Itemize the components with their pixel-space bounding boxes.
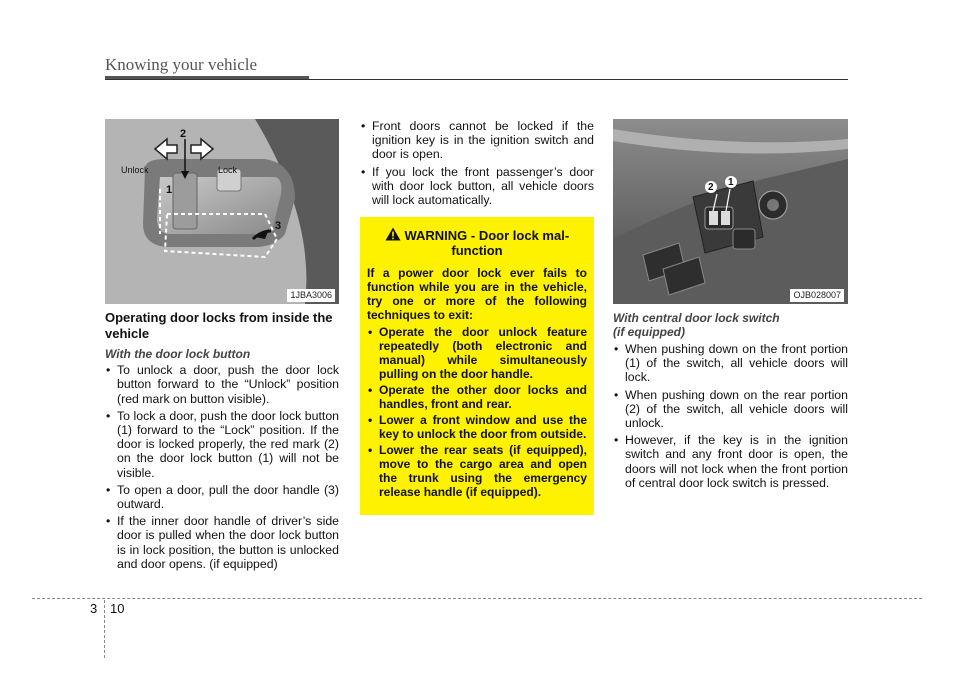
callout-3: 3 <box>275 220 282 232</box>
figure-caption <box>613 311 848 339</box>
list-item: • Lower the rear seats (if equipped), move to the cargo area and open the trunk using the emergency release handle (if equipped). <box>367 443 587 499</box>
list-item: • If the inner door handle of driver’s side door is pulled when the door lock button is in lock position, the button is unlocked and door opens. (if equipped) <box>105 514 339 571</box>
lock-label: Lock <box>218 165 238 175</box>
subheading: With the door lock button <box>105 347 251 361</box>
page-header-title: Knowing your vehicle <box>105 55 258 74</box>
list-item: • Operate the door unlock feature repeatedly (both electronic and manual) while simultaneously pulling on the door handle. <box>367 325 587 381</box>
warning-subtitle: - Door lock mal-function <box>451 228 570 259</box>
callout-2: 2 <box>708 182 714 193</box>
list-item: • To unlock a door, push the door lock button forward to the “Unlock” position (red mark on button visible). <box>105 363 339 406</box>
footer-divider <box>104 600 105 658</box>
list-item: • To open a door, pull the door handle (3) outward. <box>105 483 339 511</box>
callout-1: 1 <box>728 177 734 188</box>
page-number: 10 <box>110 601 125 616</box>
column-1 <box>105 119 339 574</box>
door-lock-button-photo <box>105 119 339 304</box>
list-item: • Front doors cannot be locked if the ignition key is in the ignition switch and door is open. <box>360 119 594 162</box>
unlock-label: Unlock <box>121 165 149 175</box>
section-heading: Operating door locks from inside the vehicle <box>105 310 333 341</box>
footer-rule <box>32 598 922 599</box>
bullet-list <box>105 363 339 571</box>
list-item: • However, if the key is in the ignition switch and any front door is open, the doors will not lock when the front portion of central door lock switch is pressed. <box>613 433 848 490</box>
caption-line: With central door lock switch <box>613 311 780 325</box>
callout-1: 1 <box>166 184 173 196</box>
list-item: • Lower a front window and use the key to unlock the door from outside. <box>367 413 587 441</box>
column-3 <box>613 119 848 493</box>
list-item: • Operate the other door locks and handles, front and rear. <box>367 383 587 411</box>
section-number: 3 <box>90 601 98 616</box>
caption-line: (if equipped) <box>613 325 685 339</box>
door-panel-illustration <box>613 119 848 304</box>
list-item: • If you lock the front passenger’s door with door lock button, all vehicle doors will lock automatically. <box>360 165 594 208</box>
list-item: • When pushing down on the rear portion (2) of the switch, all vehicle doors will unlock. <box>613 388 848 431</box>
door-handle-illustration <box>105 119 339 304</box>
central-lock-switch-photo <box>613 119 848 304</box>
warning-box <box>360 217 594 515</box>
warning-intro: If a power door lock ever fails to function while you are in the vehicle, try one or more of the following techniques to exit: <box>367 266 587 323</box>
callout-2: 2 <box>180 128 187 140</box>
bullet-list <box>360 119 594 207</box>
warning-heading <box>367 227 587 258</box>
warning-title: WARNING <box>404 228 468 244</box>
header-rule <box>105 79 848 80</box>
list-item: • When pushing down on the front portion (1) of the switch, all vehicle doors will lock. <box>613 342 848 385</box>
list-item: • To lock a door, push the door lock button (1) forward to the “Lock” position. If the door is locked properly, the red mark (2) on the door lock button (1) will not be visible. <box>105 409 339 480</box>
warning-triangle-icon <box>385 227 401 241</box>
figure-code: OJB028007 <box>790 289 844 302</box>
figure-code: 1JBA3006 <box>287 289 335 302</box>
warning-list <box>367 325 587 499</box>
column-2 <box>360 119 594 515</box>
bullet-list <box>613 342 848 490</box>
